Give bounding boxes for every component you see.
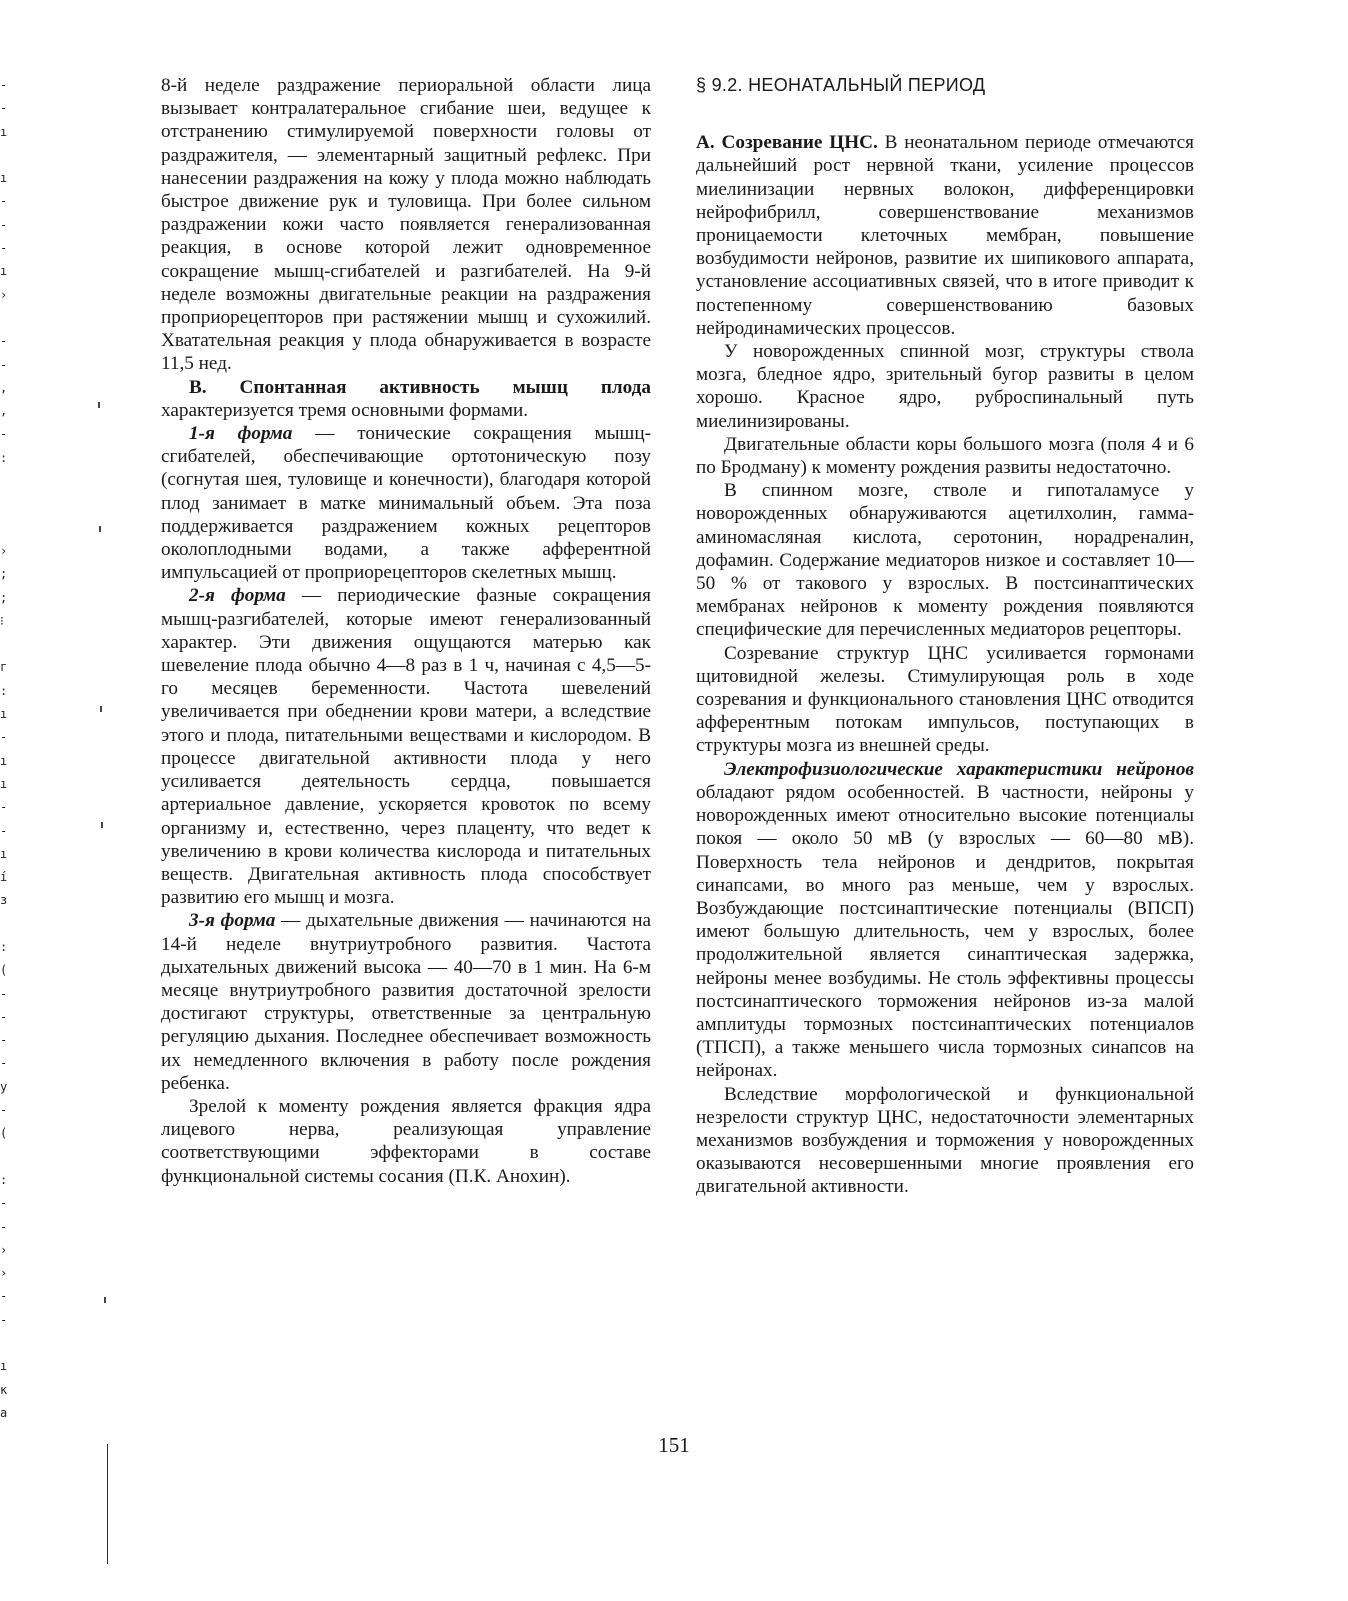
paragraph-text: В неонатальном периоде отмечаются дальнейший рост нервной ткани, усиление процессов миелинизации нервных волокон, дифференцировки нейрофибрилл, совершенствование механизмов проницаемости клеточных мембран, повышение возбудимости нейронов, развитие их шипикового аппарата, установление ассоциативных связей, что в итоге приводит к постепенному совершенствованию базовых нейродинамических процессов.	[696, 132, 1194, 339]
scan-speck	[100, 706, 102, 712]
section-title: § 9.2. НЕОНАТАЛЬНЫЙ ПЕРИОД	[696, 75, 986, 95]
scan-binding-line	[107, 1444, 108, 1564]
paragraph-heading: В. Спонтанная активность мышц плода	[189, 376, 651, 398]
term-heading: 3-я форма	[189, 910, 276, 932]
paragraph-text: характеризуется тремя основными формами.	[161, 399, 529, 421]
scan-edge-artifacts: - - ı ı - - - ı › - - , , - : › ; ; ⁝ г : ı - ı ı - - ı í з : ( - - - - y - ( : - - › › - - ı κ a	[0, 78, 8, 1420]
paragraph-text: — дыхательные движения — начинаются на 14-й неделе внутриутробного развития. Частота дыхательных движений высока — 40—70 в 1 мин. На 6-м месяце внутриутробного развития достаточной зрелости достигают структуры, ответственные за центральную регуляцию дыхания. Последнее обеспечивает возможность их немедленного включения в работу после рождения ребенка.	[161, 910, 651, 1094]
term-heading: 2-я форма	[189, 585, 286, 607]
paragraph-text: — тонические сокращения мышц-сгибателей, обеспечивающие ортотоническую позу (согнутая шея, туловище и конечности), благодаря которой плод занимает в матке минимальный объем. Эта поза поддерживается раздражением кожных рецепторов околоплодными водами, а также афферентной импульсацией от проприорецепторов скелетных мышц.	[161, 423, 651, 584]
scan-speck	[99, 526, 101, 532]
paragraph	[161, 422, 651, 584]
paragraph: Созревание структур ЦНС усиливается гормонами щитовидной железы. Стимулирующая роль в ходе созревания и функционального становления ЦНС отводится афферентным потокам импульсов, поступающих в структуры мозга из внешней среды.	[696, 642, 1194, 757]
term-heading: 1-я форма	[189, 423, 293, 445]
paragraph	[161, 909, 651, 1095]
paragraph	[696, 758, 1194, 1083]
paragraph-heading: А. Созревание ЦНС.	[696, 132, 878, 154]
paragraph: Зрелой к моменту рождения является фракция ядра лицевого нерва, реализующая управление соответствующими эффекторами в составе функциональной системы сосания (П.К. Анохин).	[161, 1095, 651, 1187]
right-column	[696, 74, 1194, 1199]
paragraph-text: обладают рядом особенностей. В частности, нейроны у новорожденных имеют относительно высокие потенциалы покоя — около 50 мВ (у взрослых — 60—80 мВ). Поверхность тела нейронов и дендритов, покрытая синапсами, во много раз меньше, чем у взрослых. Возбуждающие постсинаптические потенциалы (ВПСП) имеют большую длительность, чем у взрослых, более продолжительной является синаптическая задержка, нейроны менее возбудимы. Не столь эффективны процессы постсинаптического торможения нейронов из-за малой амплитуды тормозных постсинаптических потенциалов (ТПСП), а также меньшего числа тормозных синапсов на нейронах.	[696, 781, 1194, 1082]
page-number: 151	[658, 1433, 690, 1457]
paragraph: В спинном мозге, стволе и гипоталамусе у новорожденных обнаруживаются ацетилхолин, гамма-аминомасляная кислота, серотонин, норадреналин, дофамин. Содержание медиаторов низкое и составляет 10—50 % от такового у взрослых. В постсинаптических мембранах нейронов к моменту рождения появляются специфические для перечисленных медиаторов рецепторы.	[696, 480, 1194, 641]
scan-speck	[98, 402, 100, 408]
paragraph	[696, 131, 1194, 340]
paragraph: Вследствие морфологической и функциональной незрелости структур ЦНС, недостаточности элементарных механизмов возбуждения и торможения у новорожденных оказываются несовершенными многие проявления его двигательной активности.	[696, 1083, 1194, 1198]
term-heading: Электрофизиологические характеристики нейронов	[724, 758, 1194, 780]
scan-speck	[101, 822, 103, 828]
paragraph	[161, 584, 651, 909]
left-column	[161, 74, 651, 1188]
paragraph	[161, 376, 651, 422]
paragraph-text: — периодические фазные сокращения мышц-разгибателей, которые имеют генерализованный характер. Эти движения ощущаются матерью как шевеление плода обычно 4—8 раз в 1 ч, начиная с 4,5—5-го месяцев беременности. Частота шевелений увеличивается при обеднении крови матери, а вследствие этого и плода, питательными веществами и кислородом. В процессе двигательной активности плода у него усиливается деятельность сердца, повышается артериальное давление, ускоряется кровоток по всему организму и, естественно, через плаценту, что ведет к увеличению в крови количества кислорода и питательных веществ. Двигательная активность плода способствует развитию его мышц и мозга.	[161, 585, 651, 909]
paragraph: У новорожденных спинной мозг, структуры ствола мозга, бледное ядро, зрительный бугор развиты в целом хорошо. Красное ядро, руброспинальный путь миелинизированы.	[696, 341, 1194, 432]
paragraph: Двигательные области коры большого мозга (поля 4 и 6 по Бродману) к моменту рождения развиты недостаточно.	[696, 433, 1194, 479]
paragraph: 8-й неделе раздражение периоральной области лица вызывает контралатеральное сгибание шеи, ведущее к отстранению стимулируемой поверхности головы от раздражителя, — элементарный защитный рефлекс. При нанесении раздражения на кожу у плода можно наблюдать быстрое движение рук и туловища. При более сильном раздражении кожи часто появляется генерализованная реакция, в основе которой лежит одновременное сокращение мышц-сгибателей и разгибателей. На 9-й неделе возможны двигательные реакции на раздражения проприорецепторов при растяжении мышц и сухожилий. Хватательная реакция у плода обнаруживается в возрасте 11,5 нед.	[161, 75, 651, 375]
scan-speck	[104, 1297, 106, 1303]
